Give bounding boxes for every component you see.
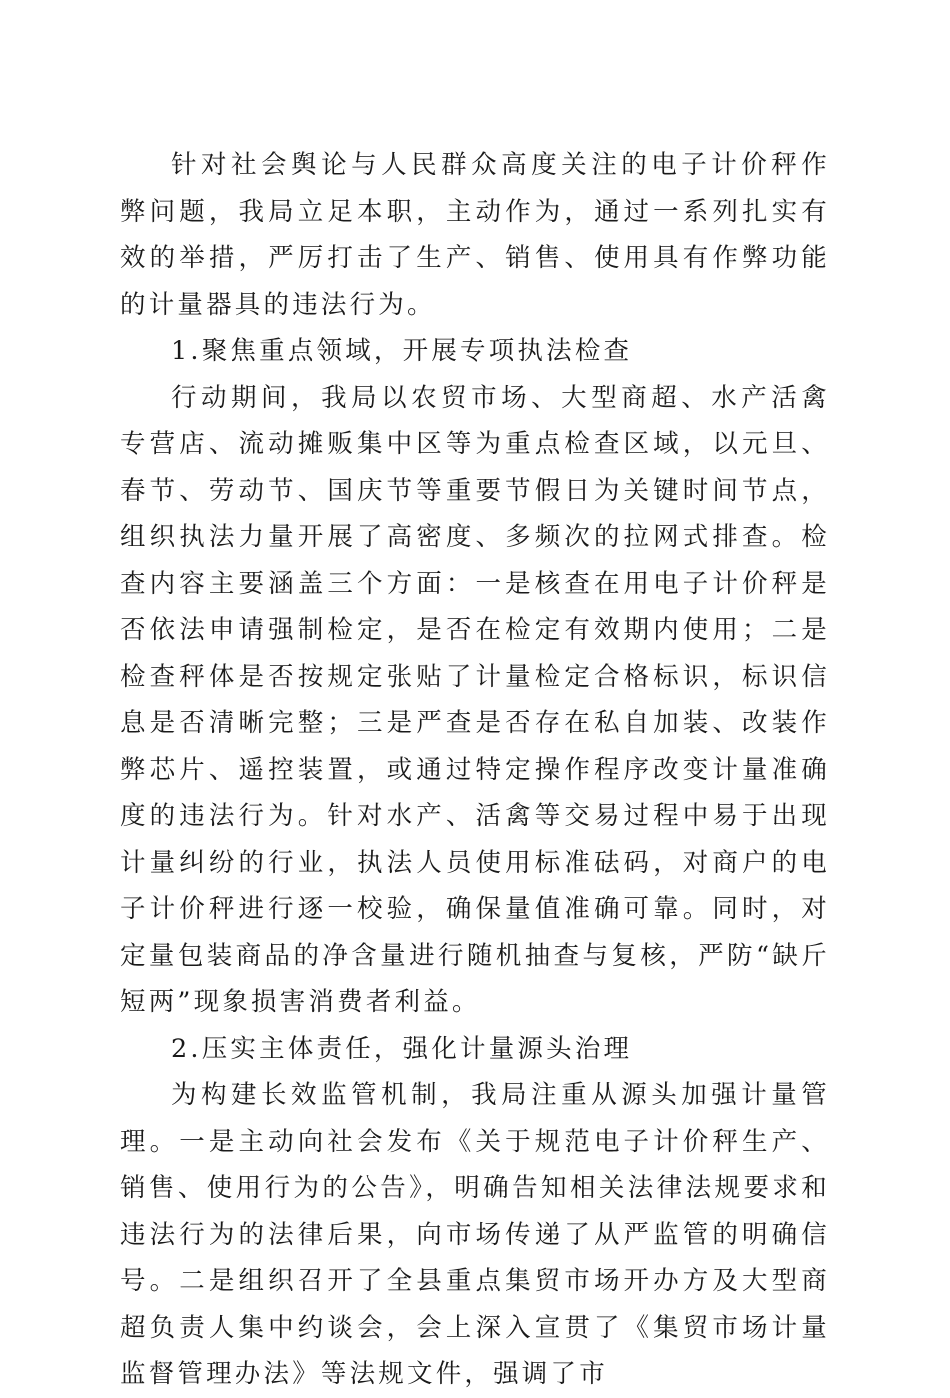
section-heading-1: 1.聚焦重点领域，开展专项执法检查 (171, 336, 633, 366)
paragraph-section-2: 为构建长效监管机制，我局注重从源头加强计量管理。一是主动向社会发布《关于规范电子计价秤生产、销售、使用行为的公告》，明确告知相关法律法规要求和违法行为的法律后果，向市场传递了从严监管的明确信号。二是组织召开了全县重点集贸市场开办方及大型商超负责人集中约谈会，会上深入宣贯了《集贸市场计量监督管理办法》等法规文件，强调了市 (120, 1080, 830, 1389)
document-body (120, 142, 830, 1398)
paragraph-section-1: 行动期间，我局以农贸市场、大型商超、水产活禽专营店、流动摊贩集中区等为重点检查区域，以元旦、春节、劳动节、国庆节等重要节假日为关键时间节点，组织执法力量开展了高密度、多频次的拉网式排查。检查内容主要涵盖三个方面：一是核查在用电子计价秤是否依法申请强制检定，是否在检定有效期内使用；二是检查秤体是否按规定张贴了计量检定合格标识，标识信息是否清晰完整；三是严查是否存在私自加装、改装作弊芯片、遥控装置，或通过特定操作程序改变计量准确度的违法行为。针对水产、活禽等交易过程中易于出现计量纠纷的行业，执法人员使用标准砝码，对商户的电子计价秤进行逐一校验，确保量值准确可靠。同时，对定量包装商品的净含量进行随机抽查与复核，严防“缺斤短两”现象损害消费者利益。 (120, 382, 830, 1017)
section-heading-2: 2.压实主体责任，强化计量源头治理 (171, 1033, 633, 1064)
paragraph-intro: 针对社会舆论与人民群众高度关注的电子计价秤作弊问题，我局立足本职，主动作为，通过一系列扎实有效的举措，严厉打击了生产、销售、使用具有作弊功能的计量器具的违法行为。 (120, 150, 830, 320)
